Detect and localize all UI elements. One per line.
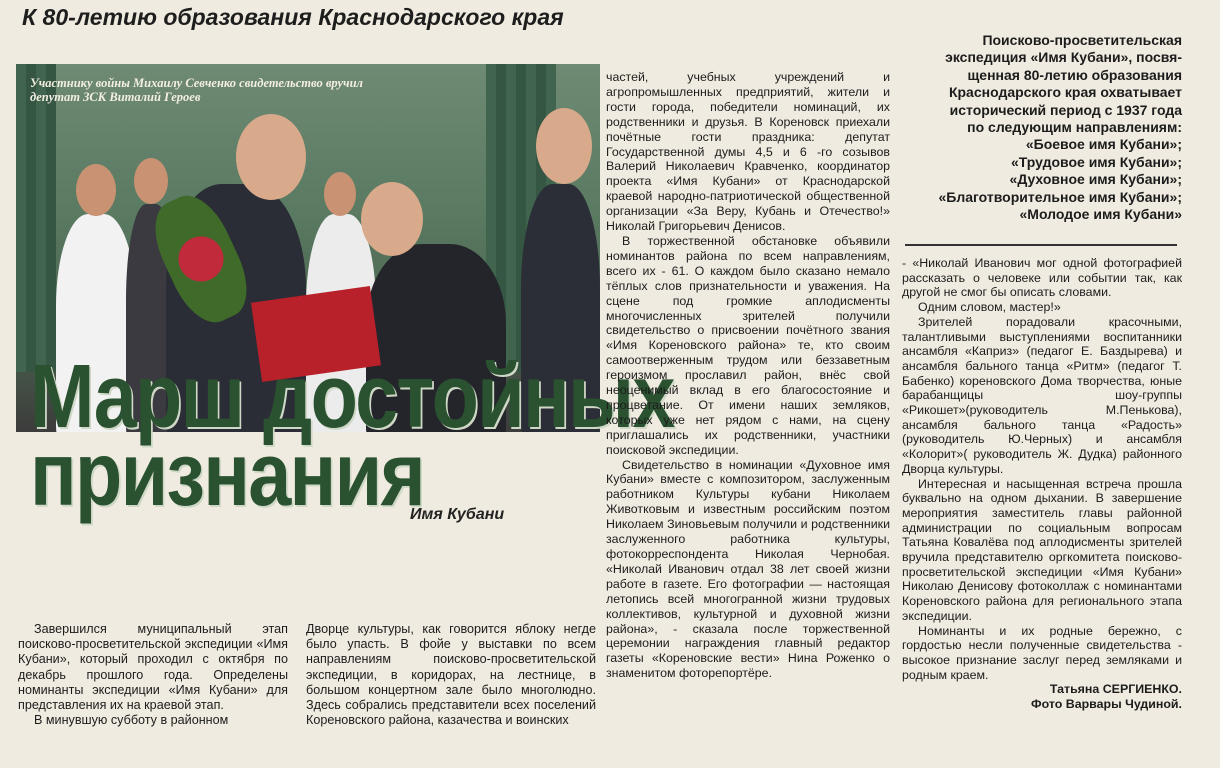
sidebar-divider <box>905 244 1177 246</box>
photo-credit: Фото Варвары Чудиной. <box>1031 697 1182 712</box>
photo-caption-line-1: Участнику войны Михаилу Севченко свидетельство вручил <box>30 76 363 90</box>
paragraph: частей, учебных учреждений и агропромышленных предприятий, жители и гости города, победители номинаций, их родственники и друзья. В Кореновск приехали почётные гости праздника: депутат Государственной думы 4,5 и 6 -го созывов Валерий Николаевич Кравченко, координатор проекта «Имя Кубани» от Краснодарской краевой народно-патриотической общественной организации «За Веру, Кубань и Отечество!» Николай Григорьевич Денисов. <box>606 70 890 234</box>
bleed-through-text <box>720 40 723 52</box>
photo-caption <box>30 76 510 104</box>
author-signature: Татьяна СЕРГИЕНКО. <box>1049 682 1182 697</box>
paragraph: В торжественной обстановке объявили номинантов района по всем направлениям, всего их - 61. О каждом было сказано немало тёплых слов признательности и уважения. На сцене под громкие аплодисменты многочисленных зрителей получили свидетельство о присвоении почётного звания «Имя Кореновского района» те, кто своим самоотверженным трудом или беззаветным героизмом прославил район, внёс свой неоценимый вклад в его благосостояние и процветание. От имени наших земляков, которых уже нет рядом с нами, на сцену приглашались их родственники, участники поисковой экспедиции. <box>606 233 890 457</box>
headline-line-2: признания <box>30 425 424 525</box>
intro-line: по следующим направлениям: <box>967 119 1182 136</box>
figure-man-right-head <box>536 108 592 184</box>
rubric-heading: К 80-летию образования Краснодарского края <box>22 4 564 30</box>
intro-line: Краснодарского края охватывает <box>948 84 1182 101</box>
article-column-1 <box>18 622 288 728</box>
intro-line: щенная 80-летию образования <box>967 66 1182 83</box>
direction-item: «Духовное имя Кубани»; <box>1009 171 1182 188</box>
paragraph: Зрителей порадовали красочными, талантливыми выступлениями воспитанники ансамбля «Каприз» (педагог Е. Баздырева) и ансамбля бального танца «Ритм» (педагог Т. Бабенко) кореновского Дома творчества, юные барабанщицы шоу-группы «Рикошет»(руководитель М.Пенькова), ансамбля бального танца «Радость» (руководитель Ю.Черных) и ансамбля «Колорит»( руководитель Ж. Дудка) районного Дворца культуры. <box>902 314 1182 476</box>
direction-item: «Благотворительное имя Кубани»; <box>938 188 1182 205</box>
intro-line: экспедиция «Имя Кубани», посвя- <box>945 49 1182 66</box>
photo-caption-line-2: депутат ЗСК Виталий Героев <box>30 90 201 104</box>
intro-line: исторический период с 1937 года <box>949 101 1182 118</box>
paragraph: Завершился муниципальный этап поисково-просветительской экспедиции «Имя Кубани», который проходил с октября по декабрь прошлого года. Определены номинанты экспедиции «Имя Кубани» для представления их на краевой этап. <box>18 622 288 713</box>
paragraph: Одним словом, мастер!» <box>918 300 1061 315</box>
paragraph: Дворце культуры, как говорится яблоку негде было упасть. В фойе у выставки по всем направлениям поисково-просветительской экспедиции, в коридорах, на лестнице, в большом концертном зале было многолюдно. Здесь собрались представители всех поселений Кореновского района, казачества и воинских <box>306 622 596 728</box>
headline-line-1: Марш достойных <box>30 347 674 447</box>
figure-veteran-head <box>361 182 423 256</box>
paragraph: Свидетельство в номинации «Духовное имя Кубани» вместе с композитором, заслуженным работником Культуры кубани Николаем Животковым и известным российским поэтом Николаем Зиновьевым получили и родственники заслуженного работника культуры, фотокорреспондента Николая Чернобая. «Николай Иванович отдал 38 лет своей жизни работе в газете. Его фотографии — настоящая летопись всей многогранной жизни трудовых коллективов, культурной и духовной жизни района», - сказала после торжественной церемонии награждения главный редактор газеты «Кореновские вести» Нина Роженко о знаменитом фоторепортёре. <box>606 457 890 681</box>
article-column-3 <box>606 70 890 681</box>
direction-item: «Молодое имя Кубани» <box>1019 206 1182 223</box>
expedition-directions-box <box>900 32 1182 223</box>
direction-item: «Трудовое имя Кубани»; <box>1011 153 1182 170</box>
paragraph: Интересная и насыщенная встреча прошла буквально на одном дыхании. В завершение мероприятия заместитель главы районной администрации по социальным вопросам Татьяна Ковалёва под аплодисменты зрителей вручила представителю оргкомитета поисково-просветительской экспедиции «Имя Кубани» Николаю Денисову фотоколлаж с номинантами Кореновского района для регионального этапа экспедиции. <box>902 476 1182 623</box>
article-column-2 <box>306 622 596 728</box>
paragraph: В минувшую субботу в районном <box>34 713 229 728</box>
direction-item: «Боевое имя Кубани»; <box>1025 136 1182 153</box>
intro-line: Поисково-просветительская <box>982 32 1182 48</box>
paragraph: Номинанты и их родные бережно, с гордостью несли полученные свидетельства - высокое признание заслуг перед земляками и родным краем. <box>902 623 1182 682</box>
stage-curtain-left <box>16 64 56 372</box>
article-column-4 <box>902 256 1182 712</box>
figure-woman-1-head <box>76 164 116 216</box>
figure-woman-3-head <box>324 172 356 216</box>
figure-deputy-head <box>236 114 306 200</box>
paragraph: - «Николай Иванович мог одной фотографией рассказать о человеке или событии так, как другой не смог бы описать словами. <box>902 256 1182 300</box>
subtitle: Имя Кубани <box>410 506 505 523</box>
figure-woman-2-head <box>134 158 168 204</box>
